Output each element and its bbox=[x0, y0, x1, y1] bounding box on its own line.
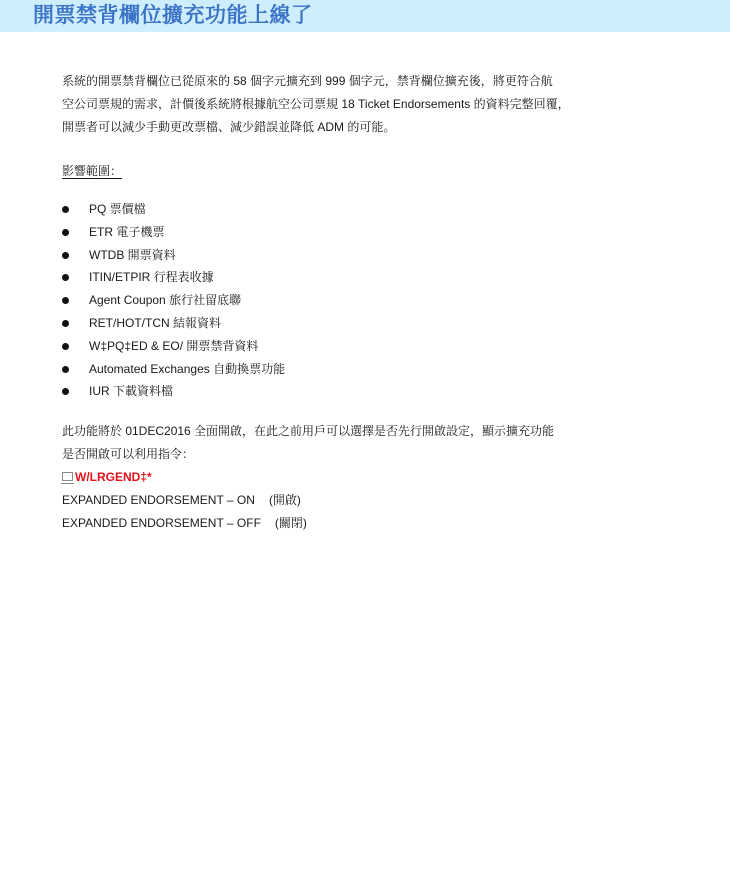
impact-list bbox=[62, 198, 285, 403]
status-line-on bbox=[62, 489, 301, 511]
status-line-off bbox=[62, 512, 307, 534]
terminal-icon bbox=[62, 472, 73, 481]
list-item-label: WTDB 開票資料 bbox=[89, 247, 176, 262]
bullet-icon bbox=[62, 320, 69, 327]
intro-line: 系統的開票禁背欄位已從原來的 58 個字元擴充到 999 個字元，禁背欄位擴充後，將更符合航 bbox=[62, 74, 553, 88]
list-item bbox=[62, 380, 285, 403]
bullet-icon bbox=[62, 206, 69, 213]
list-item-label: W‡PQ‡ED & EO/ 開票禁背資料 bbox=[89, 338, 259, 353]
status-note: (關閉) bbox=[274, 516, 307, 530]
list-item bbox=[62, 289, 285, 312]
status-label: EXPANDED ENDORSEMENT – ON bbox=[62, 493, 255, 507]
list-item bbox=[62, 221, 285, 244]
list-item bbox=[62, 312, 285, 335]
activation-paragraph bbox=[62, 420, 622, 466]
scope-heading: 影響範圍： bbox=[62, 164, 123, 178]
activation-line: 此功能將於 01DEC2016 全面開啟，在此之前用戶可以選擇是否先行開啟設定，顯示擴充功能 bbox=[62, 424, 555, 438]
list-item-label: RET/HOT/TCN 結報資料 bbox=[89, 315, 221, 330]
bullet-icon bbox=[62, 274, 69, 281]
list-item-label: Agent Coupon 旅行社留底聯 bbox=[89, 293, 242, 308]
list-item-label: ITIN/ETPIR 行程表收據 bbox=[89, 270, 214, 285]
list-item-label: PQ 票價檔 bbox=[89, 202, 146, 216]
bullet-icon bbox=[62, 297, 69, 304]
command-line bbox=[62, 466, 152, 488]
list-item-label: Automated Exchanges 自動換票功能 bbox=[89, 361, 286, 376]
intro-line: 開票者可以減少手動更改票檔、減少錯誤並降低 ADM 的可能。 bbox=[62, 120, 396, 134]
list-item bbox=[62, 266, 285, 289]
bullet-icon bbox=[62, 252, 69, 259]
intro-paragraph bbox=[62, 70, 622, 139]
page-title: 開票禁背欄位擴充功能上線了 bbox=[33, 4, 313, 27]
bullet-icon bbox=[62, 388, 69, 395]
list-item bbox=[62, 335, 285, 358]
list-item bbox=[62, 244, 285, 267]
list-item-label: IUR 下載資料檔 bbox=[89, 384, 174, 399]
bullet-icon bbox=[62, 343, 69, 350]
list-item bbox=[62, 358, 285, 381]
page-header bbox=[0, 0, 730, 32]
list-item-label: ETR 電子機票 bbox=[89, 224, 165, 239]
bullet-icon bbox=[62, 229, 69, 236]
status-note: (開啟) bbox=[268, 493, 301, 507]
intro-line: 空公司票規的需求，計價後系統將根據航空公司票規 18 Ticket Endorsements 的資料完整回覆， bbox=[62, 97, 570, 111]
status-label: EXPANDED ENDORSEMENT – OFF bbox=[62, 516, 261, 530]
activation-line: 是否開啟可以利用指令： bbox=[62, 447, 195, 461]
command-text: W/LRGEND‡* bbox=[75, 470, 152, 484]
bullet-icon bbox=[62, 366, 69, 373]
list-item bbox=[62, 198, 285, 221]
